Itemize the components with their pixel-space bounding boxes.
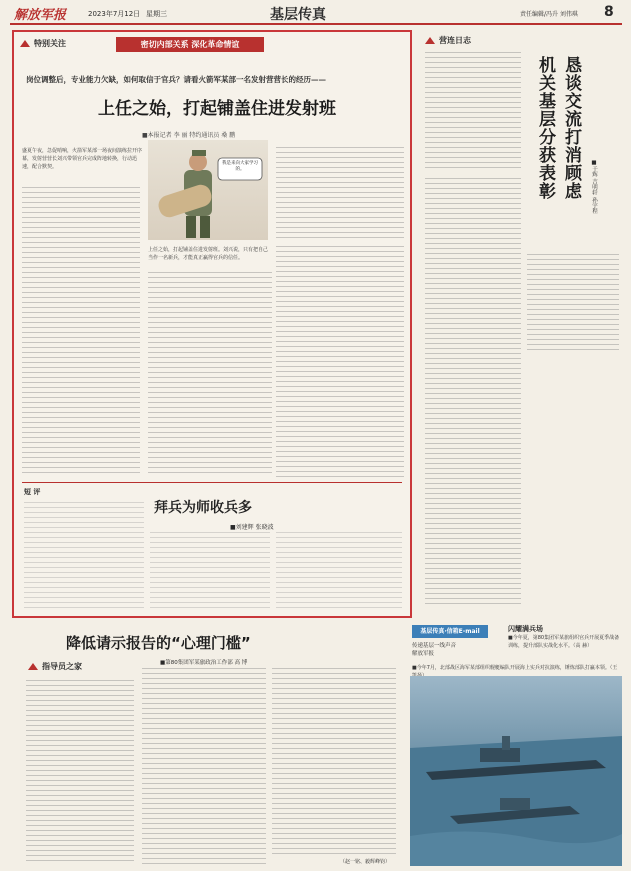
article-body-col-3 [148,272,272,477]
article-body-col-1 [22,187,140,477]
right-column-body [425,178,521,608]
star-icon [20,40,30,47]
email-item: ■今年夏，第80集团军某旅组织官兵开展夏季战备训练，提升部队实战化水平。（高 赫） [508,635,620,649]
star-icon [425,37,435,44]
email-desc: 传递基层一线声音 [412,643,457,649]
commentary-body [150,532,270,612]
lower-body-col-3 [272,668,396,855]
article-body-col-2 [276,147,404,241]
feature-box [12,30,412,618]
star-icon [28,663,38,670]
article-body-col-4 [276,246,404,477]
right-column-body [527,254,619,354]
article-paragraph: 上任之始，打起铺盖住进发射班。刘兴说，只有把自己当作一名新兵，才能真正赢得官兵的信任。 [148,247,269,261]
feature-headline: 上任之始，打起铺盖住进发射班 [98,99,336,119]
lower-byline: ■第80集团军某旅政治工作部 高 博 [160,660,248,666]
commentary-body [276,532,402,612]
lower-signoff: （赵一铭、毅辉峰钧） [340,859,391,865]
right-column-kicker: 营连日志 [425,34,515,48]
lower-kicker: 指导员之家 [28,660,118,674]
masthead-rule [10,23,622,25]
right-column-vertical-headline: 恳谈交流打消顾虑 机关基层分获表彰 [535,56,581,200]
commentary-body [24,502,144,612]
newspaper-name: 解放军报 [14,8,67,23]
page-number: 8 [604,4,614,20]
article-paragraph: 盛夏午夜，急促哨响，火箭军某部一场夜间演练拉开序幕，发射营营长刘兴带领官兵完成阵地转换，行动迅速，配合默契。 [22,148,143,170]
page-section: 基层传真 [270,7,326,23]
feature-photo [148,140,268,240]
right-column-byline: ■于辉 吉明轩 孙宇程 [591,160,597,214]
email-item: ■今年7月，北部战区海军某部组织舰艇编队开展海上实兵对抗演练，锤炼部队打赢本领。（王 [412,665,618,671]
email-banner: 基层传真·信箱E-mail [412,625,488,638]
page-editor: 责任编辑/冯升 刘伟琪 [520,11,578,18]
feature-kicker: 特别关注 [20,37,90,51]
feature-byline: ■本报记者 李 丽 特约通讯员 桑 鹏 [142,132,236,139]
commentary-byline: ■刘建辉 张晓波 [230,524,274,531]
feature-subtitle: 岗位调整后，专业能力欠缺，如何取信于官兵？请看火箭军某部一名发射营营长的经历—— [26,75,326,84]
commentary-label: 短 评 [24,488,41,496]
naval-photo [410,676,622,866]
lower-body-col-1 [26,680,134,865]
lower-headline: 降低请示报告的“心理门槛” [66,634,251,652]
warships-illustration [410,676,622,866]
issue-weekday: 星期三 [146,10,167,18]
lower-body-col-2 [142,668,266,865]
feature-banner: 密切内部关系 深化革命情谊 [116,37,264,52]
commentary-rule [22,482,402,483]
masthead [0,0,631,26]
photo-speech-bubble: 我是来向大家学习的。 [222,161,258,172]
email-desc: 解放军报 [412,651,435,657]
issue-date: 2023年7月12日 [88,10,141,18]
commentary-headline: 拜兵为师收兵多 [154,500,252,516]
soldier-illustration [148,140,268,240]
email-kicker: 闪耀满兵场 [508,625,543,633]
right-column-intro [425,52,521,172]
